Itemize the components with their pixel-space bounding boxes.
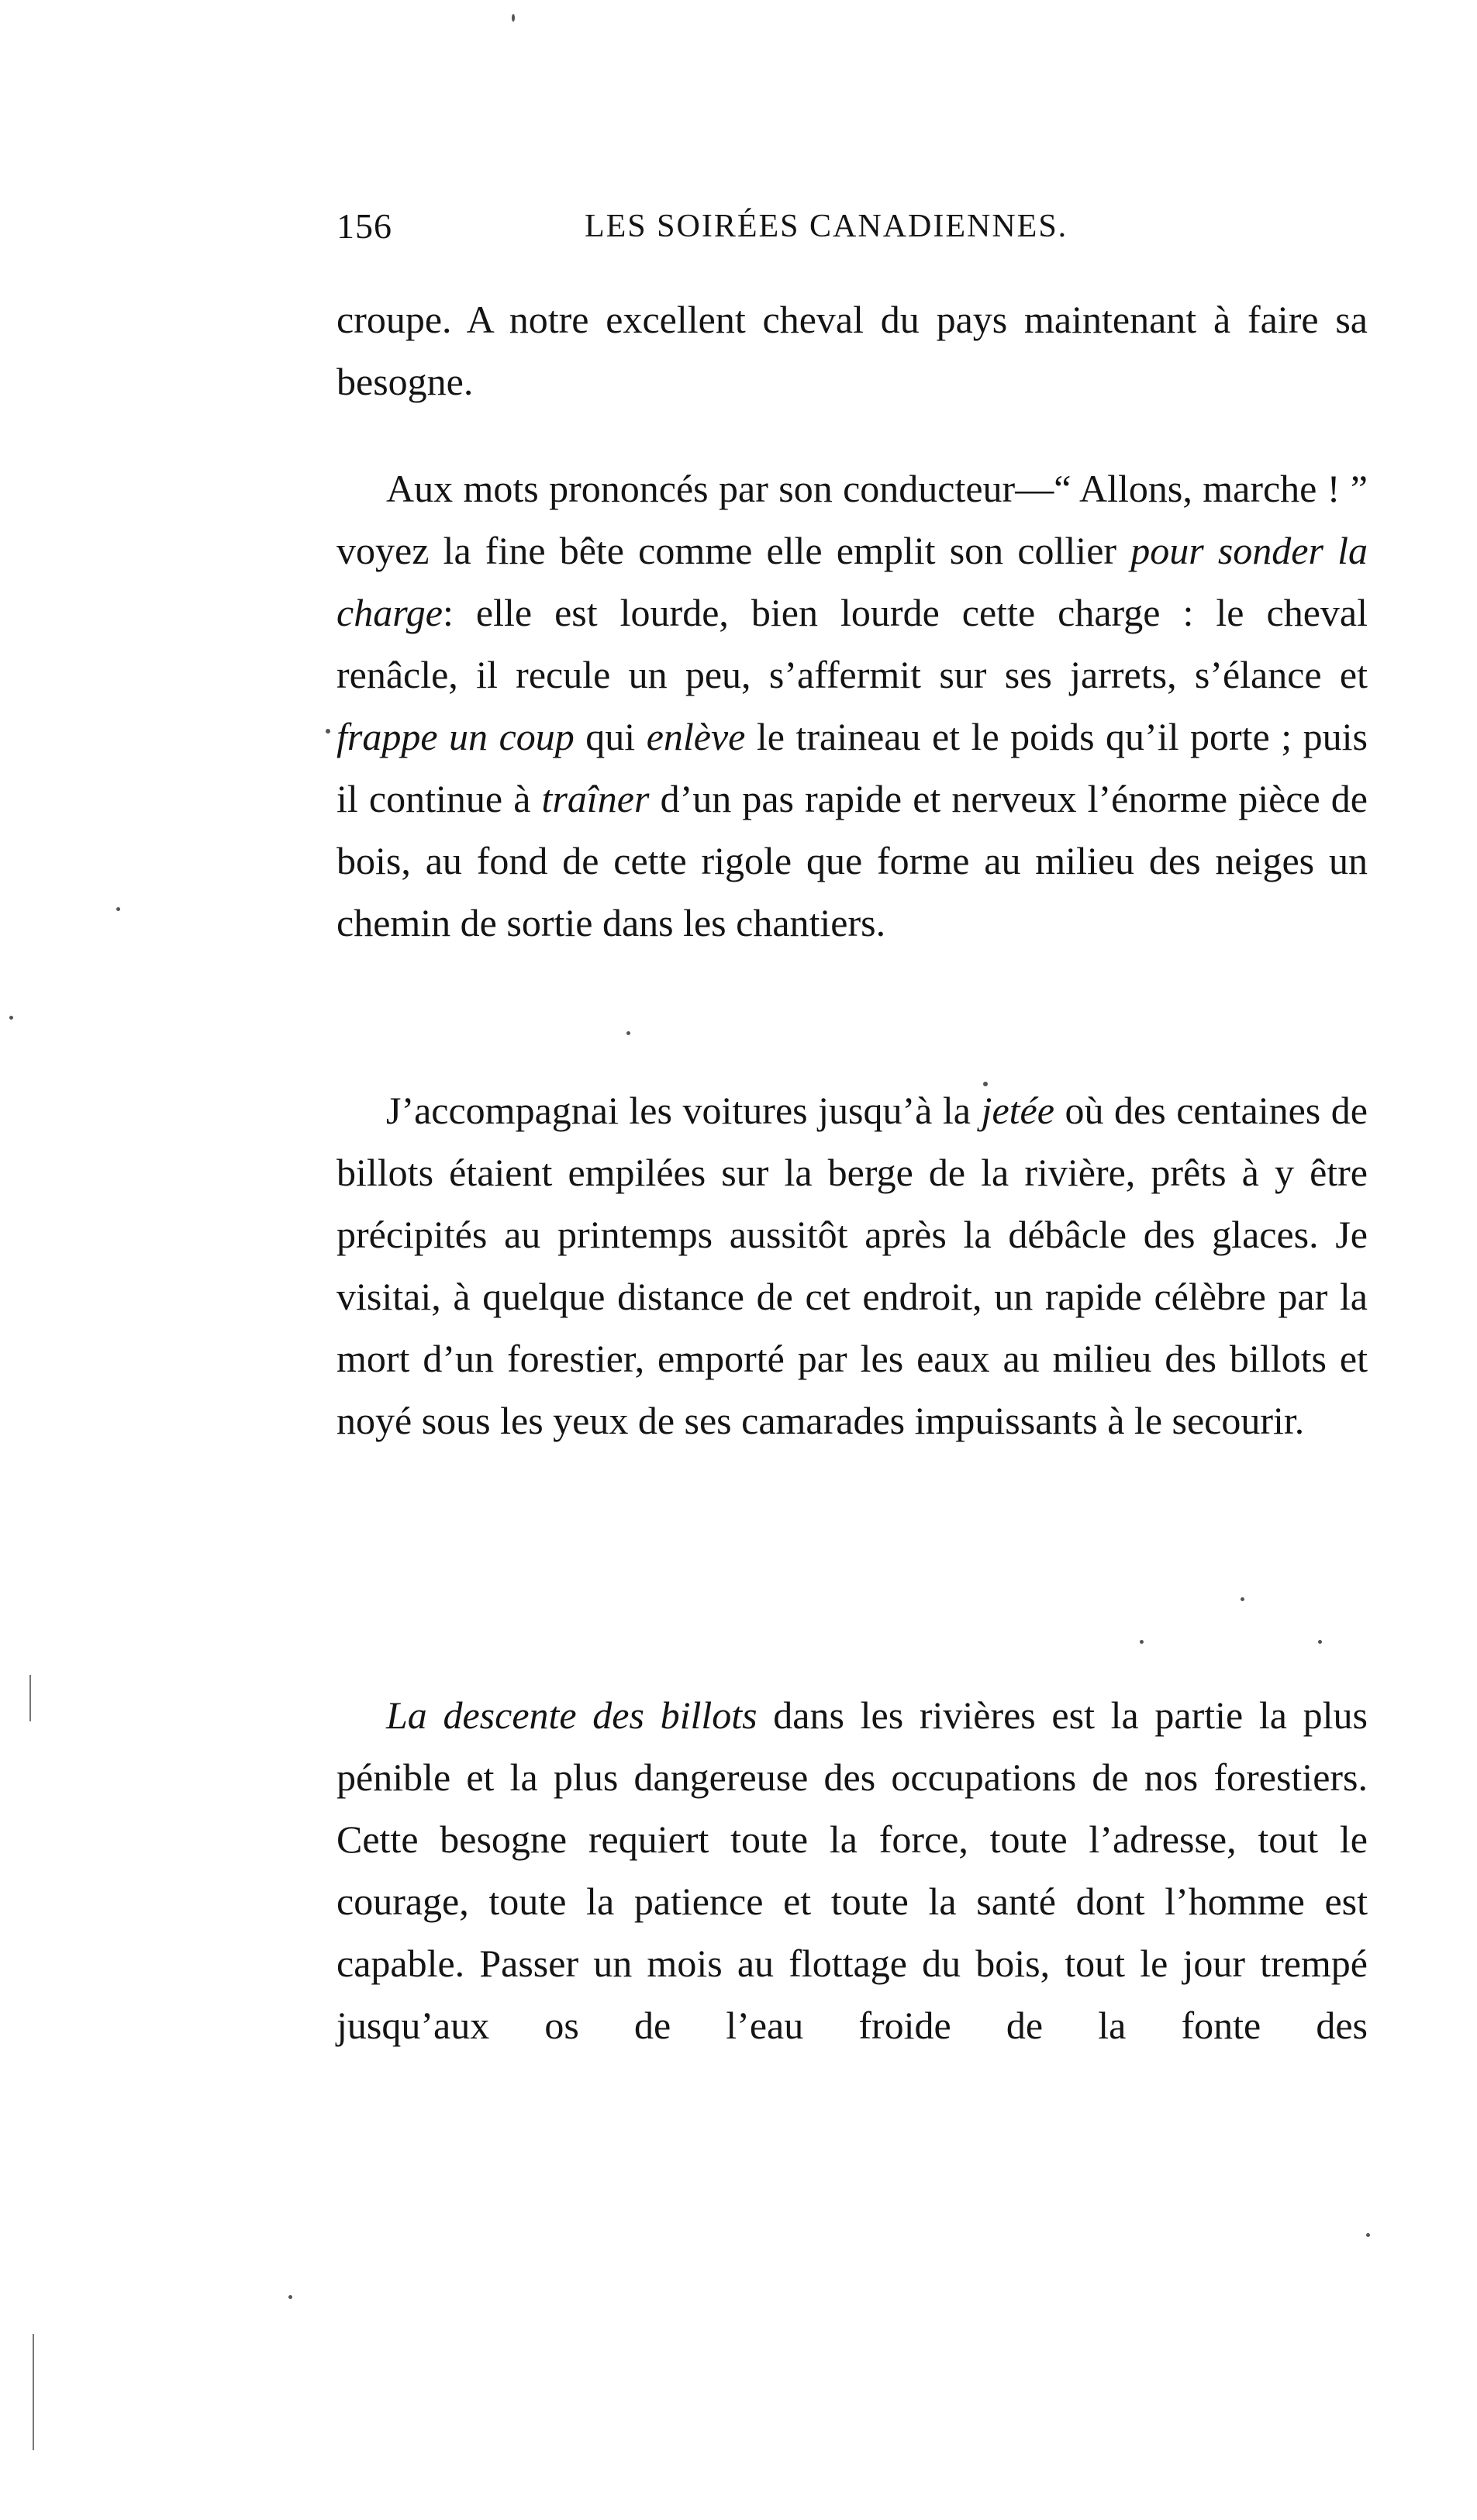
text-run: dans les rivières est la partie la plus pénible et la plus dangereuse des occupations de nos forestiers. Cette besogne requiert toute la force, toute l’adresse, tout le courage, toute la patience et toute la santé dont l’homme est capable. Passer un mois au flottage du bois, tout le jour trempé jusqu’aux os de l’eau froide de la fonte des <box>336 1693 1368 2047</box>
text-run: J’accompagnai les voitures jusqu’à la <box>386 1089 982 1132</box>
italic-run: traîner <box>541 777 650 820</box>
scan-speck <box>512 14 515 22</box>
scan-speck <box>983 1082 988 1086</box>
text-run: Aux mots prononcés par son conducteur—“ Allons, marche ! ” voyez la fine bête comme elle emplit son collier <box>336 467 1368 572</box>
paragraph-text <box>336 457 1368 954</box>
text-run: qui <box>574 715 647 758</box>
italic-run: pour sonder la charge <box>336 529 1368 634</box>
text-run: d’un pas rapide et nerveux l’énorme pièce de bois, au fond de cette rigole que forme au milieu des neiges un chemin de sortie dans les chantiers. <box>336 777 1368 944</box>
paragraph-text: croupe. A notre excellent cheval du pays maintenant à faire sa besogne. <box>336 298 1368 403</box>
text-run: : elle est lourde, bien lourde cette charge : le cheval renâcle, il recule un peu, s’affermit sur ses jarrets, s’élance et <box>336 591 1368 696</box>
paragraph-continuation <box>336 288 1368 413</box>
scan-speck <box>1241 1597 1244 1601</box>
scan-speck <box>1366 2233 1370 2237</box>
scan-speck <box>1318 1640 1322 1644</box>
paragraph-text <box>336 1684 1368 2056</box>
scan-speck <box>288 2295 292 2299</box>
italic-run: enlève <box>646 715 746 758</box>
paragraph-jetee <box>336 1079 1368 1452</box>
running-title: LES SOIRÉES CANADIENNES. <box>585 209 1068 244</box>
italic-run: jetée <box>981 1089 1054 1132</box>
page-header <box>336 203 1349 250</box>
paragraph-descente <box>336 1684 1368 2056</box>
scan-speck <box>9 1016 13 1020</box>
paragraph-horse <box>336 457 1368 954</box>
text-run: le traineau et le poids qu’il porte ; puis il continue à <box>336 715 1368 820</box>
scan-speck <box>1140 1640 1144 1644</box>
scan-speck <box>116 907 120 911</box>
italic-run: La descente des billots <box>386 1693 757 1737</box>
italic-run: frappe un coup <box>336 715 575 758</box>
page-number: 156 <box>336 206 392 246</box>
text-run: où des centaines de billots étaient empilées sur la berge de la rivière, prêts à y être précipités au printemps aussitôt après la débâcle des glaces. Je visitai, à quelque distance de cet endroit, un rapide célèbre par la mort d’un forestier, emporté par les eaux au milieu des billots et noyé sous les yeux de ses camarades impuissants à le secourir. <box>336 1089 1368 1442</box>
scan-speck <box>626 1031 630 1035</box>
scan-speck <box>326 729 330 734</box>
margin-mark <box>29 1675 31 1721</box>
margin-mark <box>33 2334 34 2450</box>
paragraph-text <box>336 1079 1368 1452</box>
